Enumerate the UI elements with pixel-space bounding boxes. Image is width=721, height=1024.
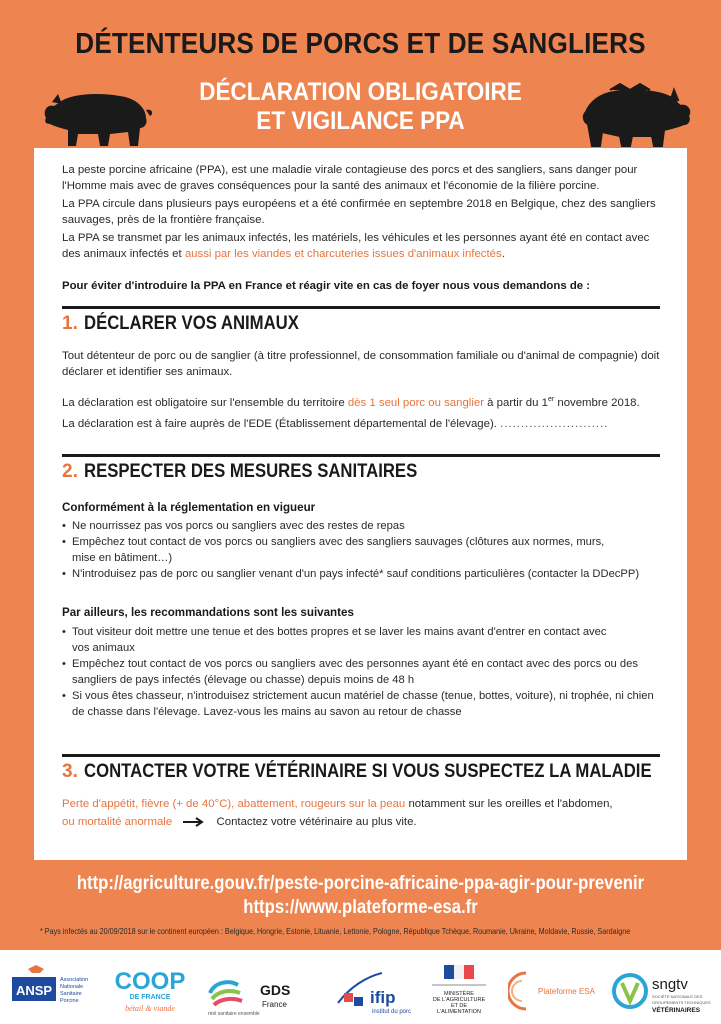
s1-p2-end: novembre 2018. bbox=[557, 396, 640, 409]
intro-p3-end: . bbox=[501, 248, 505, 260]
s3-highlight-2: ou mortalité anormale bbox=[62, 816, 173, 828]
page-subtitle bbox=[144, 78, 577, 136]
arrow-right-icon bbox=[183, 817, 207, 827]
section-2-number: 2. bbox=[62, 461, 78, 482]
sngtv-sub-2: GROUPEMENTS TECHNIQUES bbox=[652, 1000, 711, 1005]
intro-p3-highlight: aussi par les viandes et charcuteries issues d'animaux infectés bbox=[184, 248, 502, 260]
s3-text-2: Contactez votre vétérinaire au plus vite. bbox=[216, 816, 417, 828]
gds-sub: France bbox=[262, 1000, 287, 1009]
coop-logo-text: COOP bbox=[114, 968, 186, 995]
section-3-heading bbox=[62, 754, 660, 783]
s1-p3-dots: .......................... bbox=[500, 418, 609, 430]
gds-france-logo bbox=[204, 963, 296, 1019]
list-item: • Empêchez tout contact de vos porcs ou sangliers avec des personnes ayant été en contact avec des porcs ou des sangliers de pays infectés (élevage ou chasse) depuis moins de 48 h bbox=[62, 656, 652, 688]
section-3-line-2 bbox=[62, 814, 662, 830]
subtitle-line-2: ET VIGILANCE PPA bbox=[256, 107, 465, 135]
content-panel bbox=[34, 148, 687, 860]
footnote: * Pays infectés au 20/09/2018 sur le continent européen : Belgique, Hongrie, Estonie, Lituanie, Lettonie, Pologne, République Tchèque, Roumanie, Ukraine, Moldavie, Russie, Sardaigne bbox=[40, 927, 631, 936]
s1-p2-highlight: dès 1 seul porc ou sanglier bbox=[347, 396, 484, 409]
ansp-logo bbox=[10, 963, 94, 1019]
ansp-sub-2: Nationale bbox=[60, 984, 84, 990]
section-2-subheading-2: Par ailleurs, les recommandations sont les suivantes bbox=[62, 606, 354, 619]
partner-logos bbox=[0, 955, 721, 1024]
plateforme-esa-logo bbox=[508, 963, 600, 1019]
link-plateforme-esa[interactable]: https://www.plateforme-esa.fr bbox=[243, 897, 478, 918]
section-2-list-1 bbox=[62, 518, 662, 582]
section-1-number: 1. bbox=[62, 313, 78, 334]
gds-logo-text: GDS bbox=[260, 982, 291, 998]
link-agriculture[interactable]: http://agriculture.gouv.fr/peste-porcine-africaine-ppa-agir-pour-prevenir bbox=[76, 873, 645, 894]
list-item: • Empêchez tout contact de vos porcs ou sangliers avec des sangliers sauvages (clôtures aux normes, murs, mise en bâtiment…) bbox=[62, 534, 622, 566]
section-1-paragraph-3 bbox=[62, 416, 662, 432]
section-2-heading bbox=[62, 454, 660, 483]
intro-paragraph-3 bbox=[62, 230, 662, 262]
list-item: • N'introduisez pas de porc ou sanglier venant d'un pays infecté* sauf conditions particulières (contacter la DDecPP) bbox=[62, 566, 662, 582]
s1-p2-start: La déclaration est obligatoire sur l'ensemble du territoire bbox=[62, 396, 345, 409]
s1-p2-sup: er bbox=[547, 396, 555, 403]
intro-p3-start: La PPA se transmet par les animaux infectés, les matériels, les véhicules et les personnes ayant été en contact avec des animaux infectés et bbox=[62, 232, 650, 260]
coop-tag: bétail & viande bbox=[125, 1004, 175, 1013]
ansp-sub-3: Sanitaire bbox=[60, 991, 82, 997]
list-item: • Tout visiteur doit mettre une tenue et des bottes propres et se laver les mains avant d'entrer en contact avec vos animaux bbox=[62, 624, 622, 656]
ministere-line-1: MINISTÈRE bbox=[444, 991, 474, 997]
section-3-number: 3. bbox=[62, 761, 78, 782]
section-1-paragraph-2 bbox=[62, 392, 662, 411]
ministere-line-4: L'ALIMENTATION bbox=[437, 1009, 481, 1015]
sngtv-sub-1: SOCIÉTÉ NATIONALE DES bbox=[652, 994, 703, 999]
list-item: • Ne nourrissez pas vos porcs ou sangliers avec des restes de repas bbox=[62, 518, 662, 534]
section-1-heading bbox=[62, 306, 660, 335]
ministere-line-2: DE L'AGRICULTURE bbox=[432, 997, 486, 1003]
ansp-sub-4: Porcine bbox=[60, 998, 79, 1004]
ansp-logo-text: ANSP bbox=[15, 983, 53, 998]
sngtv-sub-3: VÉTÉRINAIRES bbox=[652, 1007, 701, 1014]
s1-p3-text: La déclaration est à faire auprès de l'EDE (Établissement départemental de l'élevage). bbox=[62, 418, 497, 430]
list-item: • Si vous êtes chasseur, n'introduisez strictement aucun matériel de chasse (tenue, bottes, voiture), ni trophée, ni chien de chasse dans l'élevage. Lavez-vous les mains au savon au retour de chasse bbox=[62, 688, 662, 720]
gds-tag: réel sanitaire ensemble bbox=[208, 1011, 260, 1017]
pig-icon bbox=[38, 80, 158, 150]
ansp-sub-1: Association bbox=[60, 977, 89, 983]
section-2-list-2 bbox=[62, 624, 662, 720]
sngtv-logo-text: sngtv bbox=[652, 976, 688, 993]
esa-logo-text: Plateforme ESA bbox=[538, 987, 595, 996]
intro-paragraph-1: La peste porcine africaine (PPA), est une maladie virale contagieuse des porcs et des sangliers, sans danger pour l'Homme mais avec de graves conséquences pour la santé des animaux et l'économie de la filière porcine. bbox=[62, 164, 638, 192]
coop-sub: DE FRANCE bbox=[129, 994, 171, 1001]
section-2-title: RESPECTER DES MESURES SANITAIRES bbox=[83, 461, 418, 482]
intro-paragraph-2: La PPA circule dans plusieurs pays européens et a été confirmée en septembre 2018 en Belgique, chez des sangliers sauvages, près de la frontière française. bbox=[62, 198, 656, 226]
section-1-paragraph-1: Tout détenteur de porc ou de sanglier (à titre professionnel, de consommation familiale ou d'animal de compagnie) doit déclarer et identifier ses animaux. bbox=[62, 350, 660, 378]
subtitle-line-1: DÉCLARATION OBLIGATOIRE bbox=[199, 78, 522, 106]
page-title: DÉTENTEURS DE PORCS ET DE SANGLIERS bbox=[75, 28, 646, 60]
s1-p2-mid: à partir du 1 bbox=[487, 396, 548, 409]
sngtv-logo bbox=[612, 963, 716, 1019]
section-3-line-1 bbox=[62, 796, 672, 812]
wild-boar-icon bbox=[570, 80, 696, 150]
section-2-subheading-1: Conformément à la réglementation en vigueur bbox=[62, 501, 316, 514]
section-1-title: DÉCLARER VOS ANIMAUX bbox=[83, 313, 299, 334]
s3-highlight-1: Perte d'appétit, fièvre (+ de 40°C), abattement, rougeurs sur la peau bbox=[62, 798, 406, 810]
ifip-logo-text: ifip bbox=[370, 988, 396, 1007]
ministere-line-3: ET DE bbox=[450, 1003, 468, 1009]
ministere-agriculture-logo bbox=[424, 963, 494, 1019]
coop-de-france-logo bbox=[108, 963, 192, 1019]
ifip-logo bbox=[330, 963, 412, 1019]
section-3-title: CONTACTER VOTRE VÉTÉRINAIRE SI VOUS SUSPECTEZ LA MALADIE bbox=[83, 761, 652, 782]
ifip-sub: institut du porc bbox=[372, 1009, 412, 1015]
intro-lead: Pour éviter d'introduire la PPA en France et réagir vite en cas de foyer nous vous demandons de : bbox=[62, 280, 591, 292]
s3-text-1: notamment sur les oreilles et l'abdomen, bbox=[408, 798, 613, 810]
